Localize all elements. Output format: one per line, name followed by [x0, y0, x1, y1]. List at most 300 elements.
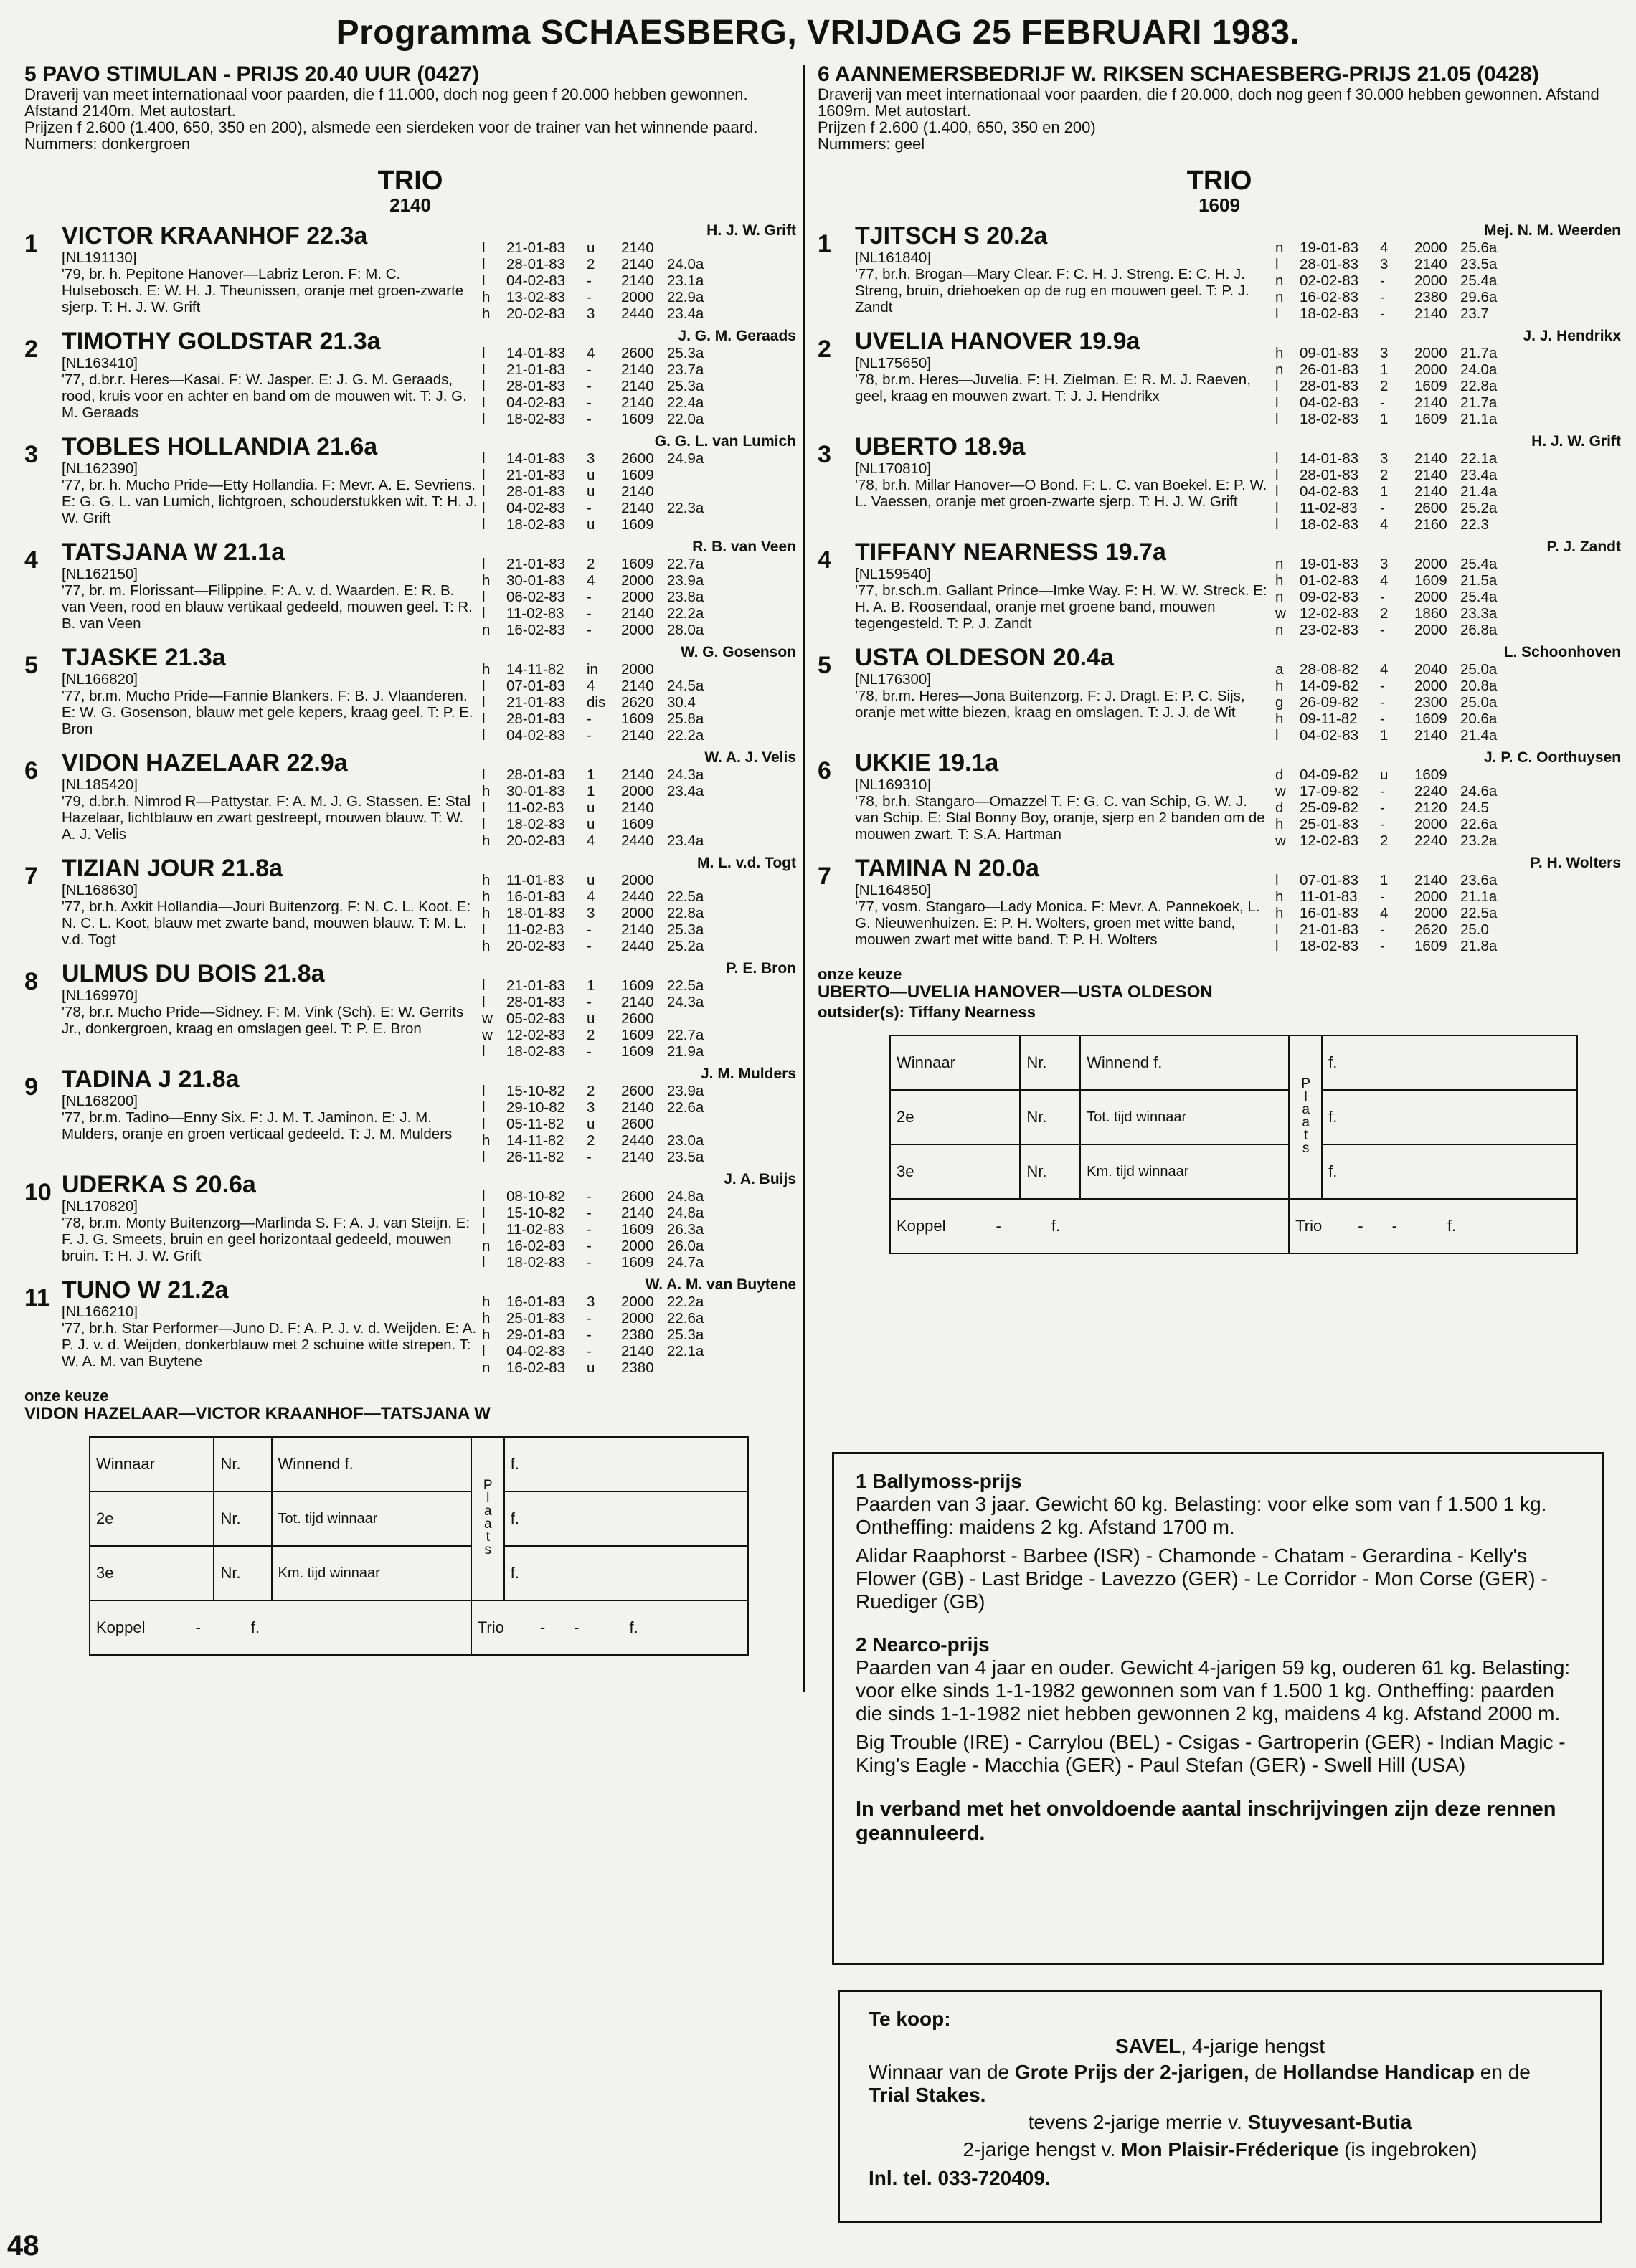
form-code: n: [1275, 272, 1284, 289]
form-code: h: [482, 872, 491, 888]
form-time: 20.6a: [1460, 711, 1498, 727]
form-date: 19-01-83: [1300, 239, 1359, 256]
form-date: 28-01-83: [1300, 467, 1359, 483]
form-row: [1275, 694, 1621, 711]
horse-registration: [NL166820]: [62, 671, 138, 688]
horse-form: [478, 433, 796, 533]
ad-bold: Mon Plaisir-Fréderique: [1121, 2138, 1339, 2160]
horse-name: TAMINA N 20.0a: [855, 855, 1039, 882]
form-distance: 2000: [621, 905, 654, 921]
form-date: 20-02-83: [506, 305, 566, 322]
form-date: 07-01-83: [1300, 872, 1359, 888]
plaats-label: Plaats: [1298, 1076, 1314, 1154]
form-code: l: [1275, 411, 1279, 427]
horse-pedigree: '77, br.m. Tadino—Enny Six. F: J. M. T. Jaminon. E: J. M. Mulders, oranje en groen verticaal gedeeld. T: J. M. Mulders: [62, 1109, 453, 1142]
form-place: -: [1380, 500, 1385, 516]
form-code: h: [482, 783, 491, 800]
form-code: h: [482, 305, 491, 322]
form-date: 25-01-83: [506, 1310, 566, 1327]
form-place: 2: [1380, 467, 1389, 483]
form-time: [667, 1360, 717, 1376]
form-date: 04-02-83: [506, 1343, 566, 1360]
form-distance: 2000: [621, 872, 654, 888]
form-place: 4: [1380, 239, 1389, 256]
form-row: [482, 483, 796, 500]
form-row: [1275, 605, 1621, 622]
form-distance: 2000: [1414, 888, 1447, 905]
form-time: 26.3a: [667, 1221, 704, 1238]
form-code: n: [1275, 589, 1284, 605]
form-time: 23.6a: [1460, 872, 1498, 888]
horse-number: 4: [24, 546, 38, 574]
form-time: 22.6a: [1460, 816, 1498, 832]
form-time: 22.4a: [667, 394, 704, 411]
form-distance: 2140: [621, 1343, 654, 1360]
form-row: [482, 556, 796, 572]
form-time: 25.2a: [667, 938, 704, 954]
form-distance: 2000: [621, 1294, 654, 1310]
form-date: 07-01-83: [506, 678, 566, 694]
form-row: [482, 767, 796, 783]
form-row: [482, 622, 796, 638]
form-code: h: [1275, 572, 1284, 589]
form-distance: 2000: [1414, 272, 1447, 289]
horse-number: 7: [818, 863, 831, 890]
horse-registration: [NL169310]: [855, 777, 932, 793]
f-label: f.: [1322, 1035, 1577, 1090]
form-distance: 2000: [1414, 678, 1447, 694]
horse-trainer: W. A. J. Velis: [704, 749, 796, 766]
form-date: 04-02-83: [506, 272, 566, 289]
form-time: 23.8a: [667, 589, 704, 605]
horse-registration: [NL164850]: [855, 882, 932, 898]
form-time: 24.8a: [667, 1205, 704, 1221]
tot-tijd-label: Tot. tijd winnaar: [1080, 1090, 1289, 1144]
horse-entry: [818, 644, 1621, 744]
horse-trainer: R. B. van Veen: [692, 538, 796, 555]
form-date: 05-11-82: [506, 1116, 564, 1132]
horse-pedigree: '78, br.r. Mucho Pride—Sidney. F: M. Vink (Sch). E: W. Gerrits Jr., donkergroen, kraag en omslagen geel. T: P. E. Bron: [62, 1004, 464, 1037]
form-distance: 1609: [1414, 572, 1447, 589]
form-row: [1275, 727, 1621, 744]
form-row: [1275, 921, 1621, 938]
horse-registration: [NL161840]: [855, 250, 932, 266]
form-date: 04-02-83: [506, 394, 566, 411]
form-place: 2: [1380, 605, 1389, 622]
form-distance: 2440: [621, 832, 654, 849]
form-place: 4: [587, 678, 595, 694]
form-distance: 1609: [621, 1254, 654, 1271]
form-row: [482, 1010, 796, 1027]
form-time: [667, 1116, 717, 1132]
horse-name: SAVEL: [1115, 2035, 1181, 2057]
form-place: u: [587, 239, 595, 256]
form-place: -: [1380, 678, 1385, 694]
form-code: l: [1275, 450, 1279, 467]
form-time: [667, 516, 717, 533]
form-place: -: [587, 1188, 592, 1205]
form-place: in: [587, 661, 598, 678]
form-date: 01-02-83: [1300, 572, 1359, 589]
horse-trainer: W. G. Gosenson: [680, 644, 796, 660]
form-code: n: [482, 1360, 491, 1376]
form-code: l: [482, 1254, 486, 1271]
column-divider: [803, 65, 805, 1692]
form-row: [482, 816, 796, 832]
form-time: 21.9a: [667, 1043, 704, 1060]
form-distance: 2140: [621, 1205, 654, 1221]
form-date: 14-11-82: [506, 1132, 564, 1149]
form-row: [482, 1327, 796, 1343]
race-5-numbers: Nummers: donkergroen: [24, 135, 191, 153]
form-date: 17-09-82: [1300, 783, 1359, 800]
form-date: 12-02-83: [1300, 832, 1359, 849]
form-place: 3: [587, 450, 595, 467]
form-place: -: [587, 1238, 592, 1254]
form-time: 25.0: [1460, 921, 1489, 938]
form-code: l: [1275, 483, 1279, 500]
form-time: 22.3: [1460, 516, 1489, 533]
form-date: 16-02-83: [506, 622, 566, 638]
grid-row: [90, 1491, 748, 1546]
form-distance: 2000: [621, 622, 654, 638]
form-row: [482, 1343, 796, 1360]
form-place: -: [587, 378, 592, 394]
form-place: 2: [1380, 378, 1389, 394]
trio-cell: [471, 1600, 748, 1655]
horse-info: [62, 960, 478, 1060]
form-code: l: [482, 1099, 486, 1116]
horse-number: 5: [24, 652, 38, 679]
nr-label: Nr.: [1020, 1035, 1080, 1090]
horse-entry: [24, 749, 796, 849]
form-place: -: [1380, 694, 1385, 711]
form-place: -: [1380, 289, 1385, 305]
form-time: 24.3a: [667, 767, 704, 783]
form-code: l: [1275, 938, 1279, 954]
horse-number: 6: [818, 757, 831, 784]
race-5-conditions: Draverij van meet internationaal voor paarden, die f 11.000, doch nog geen f 20.000 hebben gewonnen. Afstand 2140m. Met autostart.: [24, 85, 748, 120]
form-row: [482, 800, 796, 816]
form-distance: 2140: [1414, 394, 1447, 411]
horse-registration: [NL176300]: [855, 671, 932, 688]
form-code: h: [482, 905, 491, 921]
form-time: [667, 816, 717, 832]
horse-name: USTA OLDESON 20.4a: [855, 644, 1114, 671]
horse-name: TOBLES HOLLANDIA 21.6a: [62, 433, 378, 460]
form-code: h: [482, 1310, 491, 1327]
dash: -: [1358, 1217, 1363, 1235]
horse-info: [62, 1276, 478, 1376]
horse-number: 5: [818, 652, 831, 679]
race-2-entries: Big Trouble (IRE) - Carrylou (BEL) - Csigas - Gartroperin (GER) - Indian Magic - King's Eagle - Macchia (GER) - Paul Stefan (GER) - Swell Hill (USA): [856, 1731, 1566, 1776]
horse-trainer: J. M. Mulders: [700, 1066, 796, 1082]
horse-trainer: G. G. L. van Lumich: [654, 433, 796, 450]
form-row: [1275, 450, 1621, 467]
form-row: [482, 589, 796, 605]
nr-label: Nr.: [214, 1491, 271, 1546]
form-date: 16-01-83: [506, 888, 566, 905]
form-place: -: [1380, 305, 1385, 322]
form-time: 21.7a: [1460, 394, 1498, 411]
form-date: 18-02-83: [506, 516, 566, 533]
form-distance: 2600: [621, 1010, 654, 1027]
horse-form: [478, 644, 796, 744]
form-date: 11-02-83: [506, 605, 564, 622]
form-place: -: [587, 272, 592, 289]
form-code: l: [1275, 394, 1279, 411]
form-row: [482, 1149, 796, 1165]
winnend-label: Winnend f.: [272, 1437, 471, 1491]
form-date: 16-02-83: [506, 1360, 566, 1376]
ad-text: (is ingebroken): [1338, 2138, 1477, 2160]
result-grid: [89, 1436, 796, 1656]
form-code: l: [482, 767, 486, 783]
koppel-cell: [890, 1199, 1289, 1253]
form-place: u: [587, 467, 595, 483]
form-row: [1275, 394, 1621, 411]
form-row: [1275, 678, 1621, 694]
horse-form: [478, 1276, 796, 1376]
form-code: l: [482, 921, 486, 938]
form-distance: 2140: [621, 361, 654, 378]
race-5-title: 5 PAVO STIMULAN - PRIJS 20.40 UUR (0427): [24, 62, 480, 86]
form-code: l: [482, 1221, 486, 1238]
form-date: 18-02-83: [506, 816, 566, 832]
form-time: 24.5a: [667, 678, 704, 694]
form-time: 23.4a: [667, 832, 704, 849]
ad-text: de: [1249, 2061, 1283, 2083]
form-code: l: [482, 361, 486, 378]
form-row: [1275, 767, 1621, 783]
form-time: 24.6a: [1460, 783, 1498, 800]
form-place: 1: [587, 767, 595, 783]
form-code: n: [1275, 289, 1284, 305]
form-time: 23.7: [1460, 305, 1489, 322]
form-place: -: [1380, 800, 1385, 816]
form-time: 22.2a: [667, 605, 704, 622]
form-code: l: [482, 977, 486, 994]
form-date: 09-11-82: [1300, 711, 1358, 727]
form-row: [1275, 305, 1621, 322]
form-code: l: [1275, 727, 1279, 744]
form-time: 25.2a: [1460, 500, 1498, 516]
form-row: [1275, 783, 1621, 800]
form-row: [482, 345, 796, 361]
form-time: 24.8a: [667, 1188, 704, 1205]
horse-pedigree: '78, br.m. Heres—Jona Buitenzorg. F: J. Dragt. E: P. C. Sijs, oranje met witte biezen, kraag en omslagen. T: J. J. de Wit: [855, 688, 1245, 721]
horse-pedigree: '77, vosm. Stangaro—Lady Monica. F: Mevr. A. Pannekoek, L. G. Nieuwenhuizen. E: P. H. Wolters, groen met witte band, mouwen zwart met witte band. T: P. H. Wolters: [855, 898, 1260, 948]
horse-name: UKKIE 19.1a: [855, 749, 999, 777]
form-place: -: [587, 605, 592, 622]
form-code: l: [482, 678, 486, 694]
ad-bold: Trial Stakes.: [869, 2084, 986, 2106]
form-code: l: [482, 1343, 486, 1360]
form-time: 24.0a: [667, 256, 704, 272]
form-distance: 1609: [621, 556, 654, 572]
form-distance: 2140: [1414, 256, 1447, 272]
trio-distance: 1609: [1198, 194, 1240, 216]
form-date: 04-02-83: [1300, 394, 1359, 411]
form-time: 23.3a: [1460, 605, 1498, 622]
form-date: 13-02-83: [506, 289, 566, 305]
horse-registration: [NL168200]: [62, 1093, 138, 1109]
form-time: 21.5a: [1460, 572, 1498, 589]
form-place: u: [587, 483, 595, 500]
form-distance: 2600: [621, 450, 654, 467]
trio-label: Trio: [477, 1618, 504, 1636]
form-distance: 2140: [621, 1149, 654, 1165]
form-time: 26.8a: [1460, 622, 1498, 638]
form-distance: 2440: [621, 938, 654, 954]
form-place: u: [587, 800, 595, 816]
form-place: u: [587, 1360, 595, 1376]
form-code: w: [1275, 783, 1286, 800]
horse-form: [1271, 328, 1621, 427]
form-date: 18-02-83: [506, 411, 566, 427]
form-distance: 2600: [621, 1116, 654, 1132]
form-distance: 1609: [621, 467, 654, 483]
dash: -: [539, 1618, 546, 1636]
horse-trainer: W. A. M. van Buytene: [645, 1276, 796, 1293]
form-code: h: [482, 289, 491, 305]
form-date: 15-10-82: [506, 1205, 566, 1221]
form-code: n: [1275, 239, 1284, 256]
form-place: 1: [1380, 483, 1389, 500]
form-distance: 1609: [621, 816, 654, 832]
horse-number: 1: [818, 230, 831, 257]
form-time: 22.7a: [667, 1027, 704, 1043]
form-row: [482, 678, 796, 694]
horse-registration: [NL169970]: [62, 987, 138, 1004]
form-distance: 2140: [621, 1099, 654, 1116]
horse-pedigree: '78, br.m. Heres—Juvelia. F: H. Zielman. E: R. M. J. Raeven, geel, kraag en mouwen zwart. T: J. J. Hendrikx: [855, 371, 1251, 404]
race-6-horse-list: [818, 222, 1621, 954]
race-6-title: 6 AANNEMERSBEDRIJF W. RIKSEN SCHAESBERG-PRIJS 21.05 (0428): [818, 62, 1539, 86]
horse-name: UDERKA S 20.6a: [62, 1171, 256, 1198]
form-place: 4: [587, 572, 595, 589]
form-place: -: [587, 1327, 592, 1343]
form-distance: 2000: [1414, 239, 1447, 256]
f-label: f.: [504, 1437, 748, 1491]
form-place: 3: [587, 1294, 595, 1310]
horse-number: 9: [24, 1073, 38, 1101]
form-distance: 2000: [621, 661, 654, 678]
form-distance: 2140: [621, 767, 654, 783]
grid-row: [90, 1437, 748, 1491]
horse-form: [1271, 538, 1621, 638]
form-time: 23.9a: [667, 1083, 704, 1099]
horse-entry: [24, 1066, 796, 1165]
grid-row: [90, 1546, 748, 1600]
form-code: l: [482, 694, 486, 711]
ad-bold: Hollandse Handicap: [1282, 2061, 1475, 2083]
form-place: -: [1380, 589, 1385, 605]
form-date: 21-01-83: [506, 556, 566, 572]
form-date: 18-02-83: [1300, 516, 1359, 533]
form-distance: 1609: [1414, 767, 1447, 783]
form-date: 28-01-83: [1300, 256, 1359, 272]
form-code: l: [482, 589, 486, 605]
form-date: 25-09-82: [1300, 800, 1359, 816]
form-time: [667, 483, 717, 500]
form-date: 21-01-83: [506, 239, 566, 256]
form-distance: 2600: [621, 345, 654, 361]
horse-info: [62, 328, 478, 427]
form-code: l: [482, 394, 486, 411]
form-time: [667, 661, 717, 678]
form-place: -: [587, 994, 592, 1010]
form-code: l: [482, 411, 486, 427]
horse-form: [478, 538, 796, 638]
form-row: [482, 921, 796, 938]
form-code: h: [482, 1132, 491, 1149]
f-label: f.: [1322, 1144, 1577, 1199]
horse-trainer: H. J. W. Grift: [1531, 433, 1621, 450]
horse-number: 6: [24, 757, 38, 784]
form-date: 30-01-83: [506, 572, 566, 589]
form-code: l: [482, 1116, 486, 1132]
horse-pedigree: '77, br.m. Mucho Pride—Fannie Blankers. F: B. J. Vlaanderen. E: W. G. Gosenson, blauw met gele kepers, kraag geel. T: P. E. Bron: [62, 688, 473, 737]
form-date: 28-01-83: [506, 767, 566, 783]
horse-entry: [24, 960, 796, 1060]
horse-number: 11: [24, 1284, 50, 1311]
race-5-horse-list: [24, 222, 796, 1376]
trio-label: TRIO: [377, 166, 443, 196]
horse-info: [855, 749, 1271, 849]
form-time: 21.4a: [1460, 483, 1498, 500]
horse-pedigree: '77, br.sch.m. Gallant Prince—Imke Way. F: H. W. W. Streck. E: H. A. B. Roosendaal, oranje met groene band, mouwen tegengesteld. T: P. J. Zandt: [855, 582, 1267, 632]
winnend-label: Winnend f.: [1080, 1035, 1289, 1090]
horse-entry: [818, 538, 1621, 638]
horse-trainer: P. E. Bron: [726, 960, 796, 977]
form-date: 14-01-83: [506, 450, 566, 467]
form-row: [1275, 832, 1621, 849]
horse-info: [855, 538, 1271, 638]
form-date: 02-02-83: [1300, 272, 1359, 289]
horse-pedigree: '78, br.m. Monty Buitenzorg—Marlinda S. F: A. J. van Steijn. E: F. J. G. Smeets, bruin en geel horizontaal gedeeld, mouwen bruin. T: H. J. W. Grift: [62, 1215, 471, 1264]
horse-name: ULMUS DU BOIS 21.8a: [62, 960, 325, 987]
form-code: l: [1275, 500, 1279, 516]
form-place: 4: [587, 888, 595, 905]
form-time: 22.5a: [1460, 905, 1498, 921]
form-code: d: [1275, 767, 1284, 783]
horse-info: [855, 855, 1271, 954]
form-time: 21.7a: [1460, 345, 1498, 361]
form-time: 23.5a: [667, 1149, 704, 1165]
plaats-cell: [1289, 1035, 1322, 1199]
form-row: [482, 1099, 796, 1116]
form-distance: 2120: [1414, 800, 1447, 816]
form-place: 3: [1380, 345, 1389, 361]
form-distance: 2140: [621, 727, 654, 744]
form-distance: 2000: [621, 783, 654, 800]
form-place: -: [587, 500, 592, 516]
plaats-label: Plaats: [480, 1478, 496, 1555]
form-code: l: [482, 500, 486, 516]
form-row: [482, 661, 796, 678]
form-code: h: [482, 938, 491, 954]
form-place: -: [587, 711, 592, 727]
horse-registration: [NL175650]: [855, 355, 932, 371]
horse-entry: [818, 433, 1621, 533]
form-row: [1275, 888, 1621, 905]
form-distance: 1609: [621, 1221, 654, 1238]
form-distance: 2140: [621, 239, 654, 256]
form-code: l: [482, 516, 486, 533]
form-time: 25.3a: [667, 378, 704, 394]
horse-name: UVELIA HANOVER 19.9a: [855, 328, 1140, 355]
